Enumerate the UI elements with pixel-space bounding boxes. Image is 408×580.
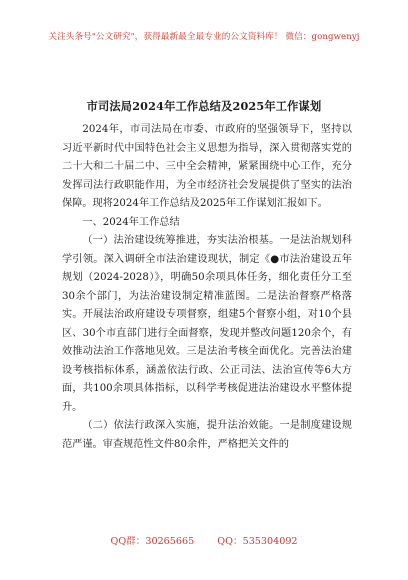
document-body (62, 121, 352, 454)
footer-qq-group: QQ群：30265665 (110, 536, 195, 547)
paragraph-intro: 2024年，市司法局在市委、市政府的坚强领导下，坚持以习近平新时代中国特色社会主义思想为指导，深入贯彻落实党的二十大和二十届二中、三中全会精神，紧紧围绕中心工作，充分发挥司法行政职能作用，为全市经济社会发展提供了坚实的法治保障。现将2024年工作总结及2025年工作谋划汇报如下。 (62, 124, 352, 209)
paragraph-section-1: （一）法治建设统筹推进，夯实法治根基。一是法治规划科学引领。深入调研全市法治建设现状，制定《●市法治建设五年规划（2024-2028）》，明确50余项具体任务，细化责任分工至30余个部门，为法治建设制定精准蓝图。二是法治督察严格落实。开展法治政府建设专项督察，组建5个督察小组，对10个县区、30个市直部门进行全面督察，发现并整改问题120余个，有效推动法治工作落地见效。三是法治考核全面优化。完善法治建设考核指标体系，涵盖依法行政、公正司法、法治宣传等6大方面，共100余项具体指标，以科学考核促进法治建设水平整体提升。 (62, 235, 352, 413)
footer-contacts (0, 533, 408, 547)
section-heading: 一、2024年工作总结 (82, 216, 180, 228)
footer-qq: QQ：535304092 (217, 536, 298, 547)
paragraph-section-2: （二）依法行政深入实施，提升法治效能。一是制度建设规范严谨。审查规范性文件80余件，严格把关文件的 (62, 420, 352, 450)
header-banner: 关注头条号"公文研究"，获得最新最全最专业的公文资料库！ 微信：gongwenyj (48, 32, 360, 42)
document-title: 市司法局2024年工作总结及2025年工作谋划 (86, 99, 322, 113)
